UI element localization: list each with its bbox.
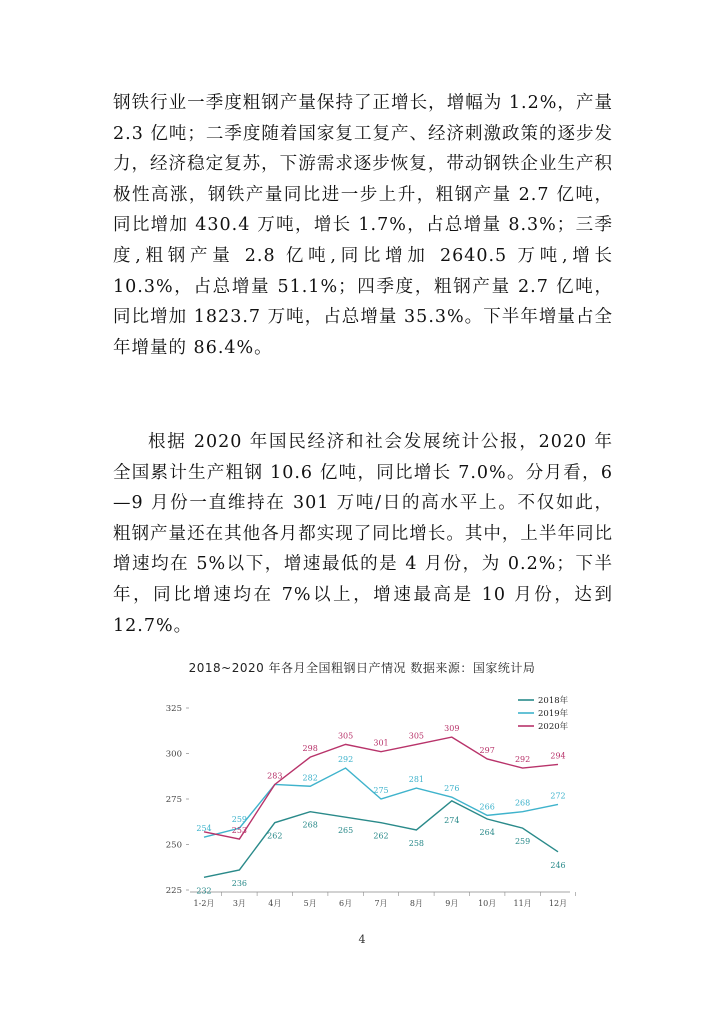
x-tick-label: 8月 [409,899,423,908]
data-label: 282 [302,773,318,783]
series-line-2019年 [204,768,558,837]
data-label: 292 [514,755,531,765]
data-label: 281 [408,775,425,785]
data-label: 259 [514,837,531,847]
data-label: 262 [267,831,283,841]
data-label: 264 [479,828,495,838]
paragraph-quarterly-output: 钢铁行业一季度粗钢产量保持了正增长，增幅为 1.2%，产量 2.3 亿吨；二季度随着国家复工复产、经济刺激政策的逐步发力，经济稳定复苏，下游需求逐步恢复，带动钢铁企业生产积极性高涨，钢铁产量同比进一步上升，粗钢产量 2.7 亿吨，同比增加 430.4 万吨，增长 1.7%，占总增量 8.3%；三季度,粗钢产量 2.8 亿吨,同比增加 2640.5 万吨,增长 10.3%，占总增量 51.1%；四季度，粗钢产量 2.7 亿吨，同比增加 1823.7 万吨，占总增量 35.3%。下半年增量占全年增量的 86.4%。 [113,93,613,358]
data-label: 309 [444,724,460,734]
data-label: 283 [267,771,283,781]
x-tick-label: 6月 [339,899,353,908]
data-label: 305 [408,731,425,741]
x-tick-label: 7月 [374,899,388,908]
data-label: 276 [444,784,460,794]
x-tick-label: 10月 [478,899,497,908]
data-label: 268 [302,820,318,830]
data-label: 305 [337,731,354,741]
data-label: 301 [373,738,389,748]
data-label: 266 [479,802,495,812]
data-label: 272 [550,791,566,801]
data-label: 274 [444,815,460,825]
data-label: 292 [337,755,354,765]
legend-label: 2018年 [538,696,569,706]
data-label: 258 [408,838,425,848]
y-tick-label: 325 [165,704,182,714]
x-tick-label: 1-2月 [193,899,215,908]
y-tick-label: 225 [165,886,182,896]
data-label: 275 [373,786,389,795]
x-tick-label: 5月 [303,899,317,908]
data-label: 294 [550,751,566,761]
x-tick-label: 9月 [445,899,459,908]
x-tick-label: 3月 [232,899,246,908]
data-label: 236 [231,878,248,888]
y-tick-label: 250 [165,840,182,851]
data-label: 259 [231,815,248,825]
x-tick-label: 11月 [513,899,532,908]
legend-label: 2020年 [538,722,569,732]
page-number: 4 [358,933,366,946]
y-tick-label: 300 [165,749,182,760]
data-label: 253 [231,826,248,836]
x-tick-label: 4月 [268,899,282,908]
data-label: 232 [196,886,212,896]
chart-caption: 2018~2020 年各月全国粗钢日产情况 数据来源：国家统计局 [188,661,536,675]
data-label: 254 [196,824,212,834]
data-label: 265 [337,826,354,836]
data-label: 246 [550,860,566,870]
x-tick-label: 12月 [548,899,568,908]
legend-label: 2019年 [538,709,569,719]
data-label: 297 [479,745,495,755]
data-label: 298 [302,744,318,754]
data-label: 262 [373,831,389,841]
y-tick-label: 275 [165,795,182,805]
data-label: 268 [514,798,531,808]
paragraph-annual-summary: 根据 2020 年国民经济和社会发展统计公报，2020 年全国累计生产粗钢 10.6 亿吨，同比增长 7.0%。分月看，6—9 月份一直维持在 301 万吨/日的高水平上。不仅如此，粗钢产量还在其他各月都实现了同比增长。其中，上半年同比增速均在 5%以下，增速最低的是 4 月份，为 0.2%；下半年，同比增速均在 7%以上，增速最高是 10 月份，达到 12.7%。 [113,432,613,636]
steel-output-line-chart [140,690,590,920]
